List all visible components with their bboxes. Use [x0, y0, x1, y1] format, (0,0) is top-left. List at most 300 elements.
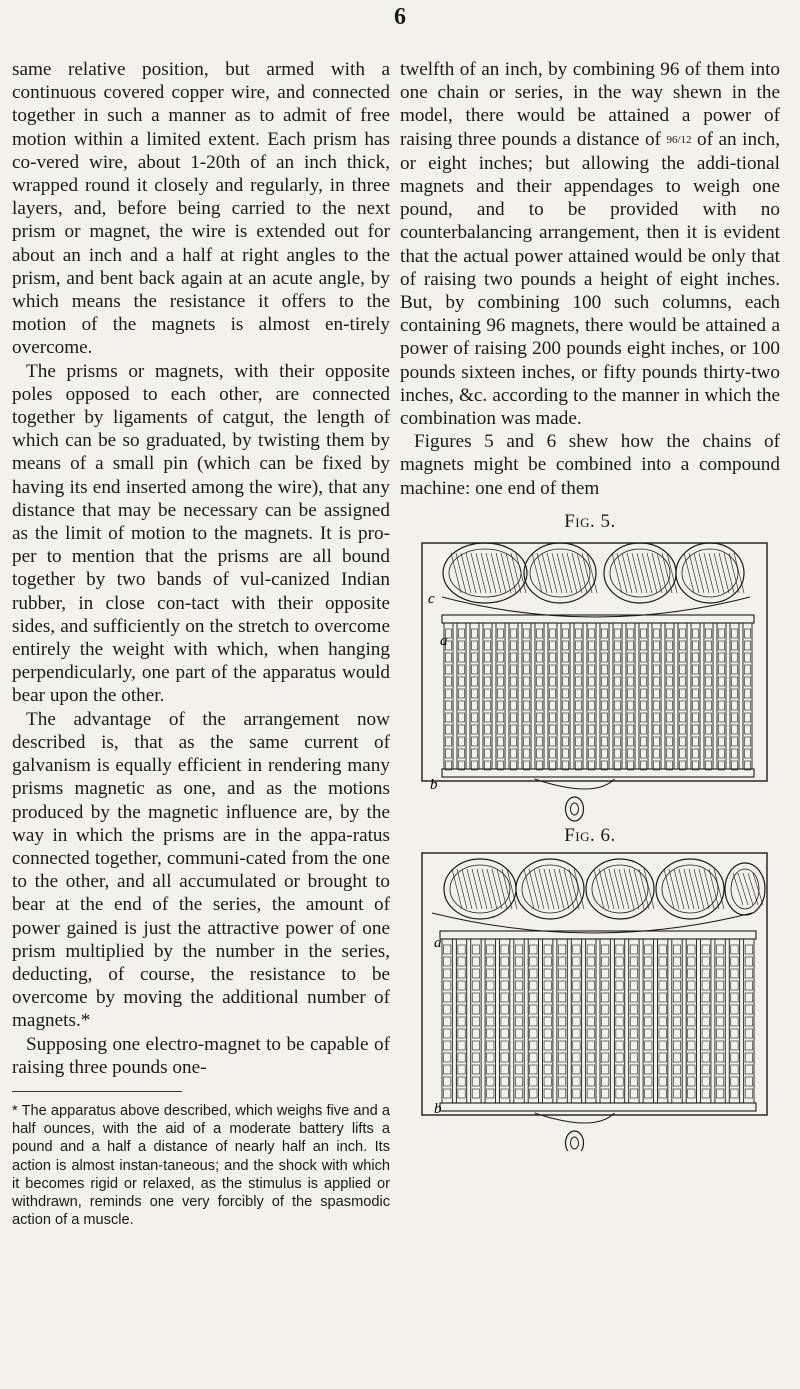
hatch — [719, 553, 729, 593]
magnet-prism — [544, 969, 551, 978]
magnet-prism — [576, 725, 582, 734]
hatch — [647, 553, 657, 593]
hatch — [501, 553, 511, 593]
magnet-prism — [563, 653, 569, 662]
magnet-prism — [530, 945, 537, 954]
magnet-prism — [673, 1053, 680, 1062]
magnet-prism — [563, 629, 569, 638]
hatch — [617, 553, 627, 593]
magnet-prism — [616, 993, 623, 1002]
hatch — [704, 553, 714, 593]
magnet-prism — [544, 1005, 551, 1014]
magnet-prism — [673, 993, 680, 1002]
hatch — [743, 873, 753, 905]
magnet-prism — [472, 1017, 479, 1026]
magnet-prism — [544, 993, 551, 1002]
magnet-prism — [576, 677, 582, 686]
magnet-prism — [645, 1053, 652, 1062]
magnet-prism — [719, 725, 725, 734]
magnet-prism — [654, 701, 660, 710]
top-bar — [440, 931, 756, 939]
magnet-prism — [706, 749, 712, 758]
magnet-prism — [485, 701, 491, 710]
magnet-prism — [515, 957, 522, 966]
magnet-prism — [616, 1089, 623, 1098]
magnet-prism — [544, 1065, 551, 1074]
hatch — [456, 553, 466, 593]
magnet-prism — [587, 1017, 594, 1026]
hatch — [637, 553, 647, 593]
magnet-prism — [716, 1053, 723, 1062]
magnet-prism — [673, 1041, 680, 1050]
magnet-prism — [446, 689, 452, 698]
hatch — [627, 553, 637, 593]
magnet-prism — [459, 725, 465, 734]
magnet-prism — [472, 957, 479, 966]
magnet-prism — [458, 1029, 465, 1038]
magnet-prism — [602, 1029, 609, 1038]
hatch — [452, 869, 462, 909]
magnet-prism — [511, 641, 517, 650]
magnet-prism — [602, 945, 609, 954]
magnet-prism — [446, 665, 452, 674]
magnet-prism — [524, 737, 530, 746]
magnet-prism — [550, 665, 556, 674]
magnet-prism — [458, 1077, 465, 1086]
magnet-prism — [576, 749, 582, 758]
magnet-prism — [745, 641, 751, 650]
magnet-prism — [654, 689, 660, 698]
magnet-prism — [524, 689, 530, 698]
hatch — [734, 553, 744, 593]
magnet-prism — [472, 725, 478, 734]
magnet-prism — [501, 1017, 508, 1026]
hatch — [612, 553, 622, 593]
magnet-prism — [719, 665, 725, 674]
magnet-prism — [589, 749, 595, 758]
magnet-prism — [515, 1005, 522, 1014]
pulley-loop-inner — [731, 869, 759, 909]
magnet-prism — [693, 701, 699, 710]
magnet-prism — [550, 629, 556, 638]
magnet-prism — [602, 641, 608, 650]
magnet-prism — [544, 957, 551, 966]
magnet-prism — [732, 713, 738, 722]
magnet-prism — [472, 1053, 479, 1062]
magnet-prism — [498, 725, 504, 734]
hatch — [699, 869, 709, 909]
hatch — [699, 553, 709, 593]
magnet-prism — [537, 713, 543, 722]
magnet-prism — [616, 1065, 623, 1074]
magnet-prism — [459, 701, 465, 710]
hatch — [669, 869, 679, 909]
magnet-prism — [654, 641, 660, 650]
magnet-prism — [524, 653, 530, 662]
magnet-prism — [524, 749, 530, 758]
magnet-prism — [558, 1077, 565, 1086]
magnet-prism — [673, 1005, 680, 1014]
paragraph: Supposing one electro-magnet to be capable of raising three pounds one- — [12, 1033, 390, 1078]
magnet-prism — [530, 1005, 537, 1014]
magnet-prism — [498, 653, 504, 662]
paragraph-text: twelfth of an inch, by combining 96 of them into one chain or series, in the way shewn in the model, there would be attained a power of raising three pounds a distance of — [400, 59, 780, 150]
magnet-prism — [688, 1065, 695, 1074]
hatch — [709, 553, 719, 593]
magnet-prism — [550, 653, 556, 662]
magnet-prism — [459, 737, 465, 746]
magnet-prism — [716, 1041, 723, 1050]
magnet-prism — [573, 1065, 580, 1074]
hatch — [674, 869, 684, 909]
magnet-prism — [641, 737, 647, 746]
magnet-prism — [458, 969, 465, 978]
magnet-prism — [732, 749, 738, 758]
magnet-prism — [628, 749, 634, 758]
magnet-prism — [589, 701, 595, 710]
magnet-prism — [702, 1029, 709, 1038]
magnet-prism — [702, 957, 709, 966]
magnet-prism — [673, 981, 680, 990]
magnet-prism — [645, 1041, 652, 1050]
magnet-prism — [716, 1017, 723, 1026]
magnet-prism — [667, 653, 673, 662]
magnet-prism — [716, 969, 723, 978]
magnet-prism — [680, 677, 686, 686]
magnet-prism — [458, 981, 465, 990]
magnet-prism — [745, 993, 752, 1002]
pulley-loop — [444, 859, 516, 919]
magnet-prism — [602, 993, 609, 1002]
magnet-prism — [645, 957, 652, 966]
magnet-prism — [615, 701, 621, 710]
magnet-prism — [688, 1077, 695, 1086]
magnet-prism — [530, 1065, 537, 1074]
magnet-prism — [458, 1005, 465, 1014]
magnet-prism — [602, 1089, 609, 1098]
magnet-prism — [515, 981, 522, 990]
page-number: 6 — [394, 4, 406, 30]
magnet-prism — [680, 713, 686, 722]
magnet-prism — [587, 969, 594, 978]
magnet-prism — [659, 1041, 666, 1050]
hatch — [472, 869, 482, 909]
magnet-prism — [602, 1077, 609, 1086]
magnet-prism — [615, 653, 621, 662]
magnet-prism — [459, 641, 465, 650]
hatch — [534, 869, 544, 909]
magnet-prism — [498, 749, 504, 758]
hatch — [467, 869, 477, 909]
magnet-prism — [654, 629, 660, 638]
magnet-prism — [628, 725, 634, 734]
magnet-prism — [745, 701, 751, 710]
magnet-prism — [524, 629, 530, 638]
hatch — [599, 869, 609, 909]
magnet-prism — [616, 1077, 623, 1086]
magnet-prism — [550, 725, 556, 734]
magnet-prism — [630, 1053, 637, 1062]
hatch — [662, 553, 672, 593]
magnet-prism — [472, 665, 478, 674]
magnet-prism — [719, 701, 725, 710]
magnet-prism — [716, 1005, 723, 1014]
magnet-prism — [487, 1065, 494, 1074]
magnet-prism — [558, 1065, 565, 1074]
magnet-prism — [745, 945, 752, 954]
magnet-prism — [544, 945, 551, 954]
magnet-prism — [706, 629, 712, 638]
magnet-prism — [563, 665, 569, 674]
magnet-prism — [667, 737, 673, 746]
magnet-prism — [615, 737, 621, 746]
magnet-prism — [537, 749, 543, 758]
magnet-prism — [731, 1089, 738, 1098]
magnet-prism — [498, 701, 504, 710]
magnet-prism — [615, 713, 621, 722]
magnet-prism — [472, 641, 478, 650]
magnet-prism — [576, 653, 582, 662]
magnet-prism — [654, 677, 660, 686]
magnet-prism — [702, 1053, 709, 1062]
magnet-prism — [501, 1065, 508, 1074]
magnet-prism — [688, 981, 695, 990]
magnet-prism — [589, 653, 595, 662]
magnet-prism — [573, 969, 580, 978]
magnet-prism — [459, 629, 465, 638]
magnet-prism — [706, 689, 712, 698]
magnet-prism — [680, 737, 686, 746]
magnet-prism — [459, 677, 465, 686]
engraving — [422, 543, 767, 821]
magnet-prism — [537, 725, 543, 734]
magnet-prism — [719, 641, 725, 650]
magnet-prism — [472, 749, 478, 758]
magnet-prism — [641, 629, 647, 638]
magnet-prism — [654, 713, 660, 722]
magnet-prism — [602, 653, 608, 662]
magnet-prism — [558, 1005, 565, 1014]
magnet-prism — [716, 993, 723, 1002]
paragraph: The advantage of the arrangement now described is, that as the same current of galvanism is equally efficient in rendering many prisms magnetic as one, and as the motions produced by the magnetic influence are, by the way in which the prisms are in the appa-ratus connected together, communi-cated from the one to the other, and all accumulated or brought to bear at the end of the series, the amount of power gained is just the attractive power of one prism multiplied by the number in the series, deducting, of course, the resistance to be overcome by moving the additional number of magnets.* — [12, 708, 390, 1032]
magnet-prism — [544, 1077, 551, 1086]
paragraph: same relative position, but armed with a continuous covered copper wire, and connected together in such a manner as to admit of free motion within a limited extent. Each prism has co-vered wire, about 1-20th of an inch thick, wrapped round it closely and regularly, in three layers, and, before being carried to the next prism or magnet, the wire is extended out for about an inch and a half at right angles to the prism, and bent back again at an acute angle, by which means the resistance it offers to the motion of the magnets is almost en-tirely overcome. — [12, 59, 390, 359]
magnet-prism — [616, 945, 623, 954]
magnet-prism — [680, 629, 686, 638]
hatch — [457, 869, 467, 909]
magnet-prism — [688, 1029, 695, 1038]
magnet-prism — [719, 713, 725, 722]
magnet-prism — [587, 1053, 594, 1062]
hatch — [679, 869, 689, 909]
magnet-prism — [458, 993, 465, 1002]
magnet-prism — [667, 665, 673, 674]
magnet-prism — [745, 629, 751, 638]
magnet-prism — [458, 1017, 465, 1026]
magnet-prism — [615, 641, 621, 650]
magnet-prism — [602, 629, 608, 638]
magnet-prism — [587, 945, 594, 954]
magnet-prism — [487, 1029, 494, 1038]
magnet-prism — [444, 1041, 451, 1050]
magnet-prism — [446, 701, 452, 710]
magnet-prism — [654, 749, 660, 758]
hatch — [532, 553, 542, 593]
magnet-prism — [446, 737, 452, 746]
magnet-prism — [732, 737, 738, 746]
magnet-prism — [515, 969, 522, 978]
magnet-prism — [732, 629, 738, 638]
magnet-prism — [444, 945, 451, 954]
magnet-prism — [615, 689, 621, 698]
magnet-prism — [630, 1029, 637, 1038]
magnet-prism — [719, 689, 725, 698]
magnet-prism — [498, 677, 504, 686]
magnet-prism — [459, 665, 465, 674]
hatch — [657, 553, 667, 593]
magnet-prism — [544, 1029, 551, 1038]
magnet-prism — [563, 689, 569, 698]
magnet-prism — [458, 945, 465, 954]
magnet-prism — [654, 725, 660, 734]
magnet-prism — [472, 993, 479, 1002]
magnet-prism — [745, 1077, 752, 1086]
magnet-prism — [732, 725, 738, 734]
magnet-prism — [537, 665, 543, 674]
magnet-prism — [745, 749, 751, 758]
hatch — [572, 553, 582, 593]
magnet-prism — [515, 945, 522, 954]
magnet-prism — [673, 1017, 680, 1026]
magnet-prism — [602, 1005, 609, 1014]
magnet-prism — [667, 749, 673, 758]
magnet-prism — [659, 1065, 666, 1074]
magnet-prism — [589, 641, 595, 650]
magnet-prism — [641, 653, 647, 662]
hatch — [622, 553, 632, 593]
hatch — [496, 553, 506, 593]
magnet-prism — [587, 1077, 594, 1086]
hook-ring-inner — [571, 803, 579, 815]
magnet-prism — [472, 689, 478, 698]
magnet-prism — [630, 957, 637, 966]
magnet-prism — [515, 1017, 522, 1026]
magnet-prism — [719, 629, 725, 638]
magnet-prism — [667, 689, 673, 698]
magnet-prism — [487, 1077, 494, 1086]
hatch — [491, 553, 501, 593]
magnet-prism — [524, 725, 530, 734]
magnet-prism — [501, 1041, 508, 1050]
magnet-prism — [719, 737, 725, 746]
fig5-label-a: a — [440, 633, 448, 650]
magnet-prism — [688, 945, 695, 954]
magnet-prism — [487, 1089, 494, 1098]
magnet-prism — [667, 701, 673, 710]
magnet-prism — [628, 641, 634, 650]
magnet-prism — [641, 641, 647, 650]
magnet-prism — [654, 665, 660, 674]
hatch — [549, 869, 559, 909]
magnet-prism — [706, 737, 712, 746]
magnet-prism — [558, 1017, 565, 1026]
magnet-prism — [501, 1077, 508, 1086]
magnet-prism — [731, 993, 738, 1002]
magnet-prism — [688, 1089, 695, 1098]
magnet-prism — [563, 725, 569, 734]
hatch — [629, 869, 639, 909]
magnet-prism — [673, 1065, 680, 1074]
magnet-prism — [641, 665, 647, 674]
magnet-prism — [602, 1017, 609, 1026]
figure-6-caption: Fig. 6. — [564, 825, 616, 847]
magnet-prism — [615, 665, 621, 674]
magnet-prism — [485, 725, 491, 734]
magnet-prism — [501, 1053, 508, 1062]
magnet-prism — [659, 1017, 666, 1026]
hatch — [733, 873, 743, 905]
hatch — [537, 553, 547, 593]
hatch — [539, 869, 549, 909]
magnet-prism — [498, 665, 504, 674]
magnet-prism — [693, 713, 699, 722]
magnet-prism — [745, 969, 752, 978]
pulley-loop — [604, 543, 676, 603]
hatch — [502, 869, 512, 909]
magnet-prism — [602, 677, 608, 686]
magnet-prism — [745, 1041, 752, 1050]
magnet-prism — [472, 1077, 479, 1086]
magnet-prism — [693, 749, 699, 758]
magnet-prism — [530, 1029, 537, 1038]
magnet-prism — [706, 713, 712, 722]
magnet-prism — [472, 713, 478, 722]
magnet-prism — [472, 1005, 479, 1014]
magnet-prism — [501, 981, 508, 990]
magnet-prism — [589, 737, 595, 746]
magnet-prism — [645, 993, 652, 1002]
magnet-prism — [498, 713, 504, 722]
magnet-prism — [628, 629, 634, 638]
magnet-prism — [472, 677, 478, 686]
magnet-prism — [550, 749, 556, 758]
magnet-prism — [446, 725, 452, 734]
magnet-prism — [702, 981, 709, 990]
magnet-prism — [641, 713, 647, 722]
paragraph — [400, 58, 780, 430]
magnet-prism — [630, 1089, 637, 1098]
pulley-loop — [524, 543, 596, 603]
magnet-prism — [589, 725, 595, 734]
magnet-prism — [693, 689, 699, 698]
magnet-prism — [731, 981, 738, 990]
magnet-prism — [732, 665, 738, 674]
magnet-prism — [446, 713, 452, 722]
magnet-prism — [576, 737, 582, 746]
magnet-prism — [630, 1017, 637, 1026]
fig5-label-b: b — [430, 777, 438, 794]
magnet-prism — [693, 641, 699, 650]
magnet-prism — [659, 1077, 666, 1086]
magnet-prism — [673, 1077, 680, 1086]
magnet-prism — [530, 993, 537, 1002]
magnet-prism — [616, 981, 623, 990]
magnet-prism — [702, 1005, 709, 1014]
hatch — [642, 553, 652, 593]
magnet-prism — [602, 981, 609, 990]
magnet-prism — [602, 725, 608, 734]
fig5-label-c: c — [428, 591, 435, 608]
